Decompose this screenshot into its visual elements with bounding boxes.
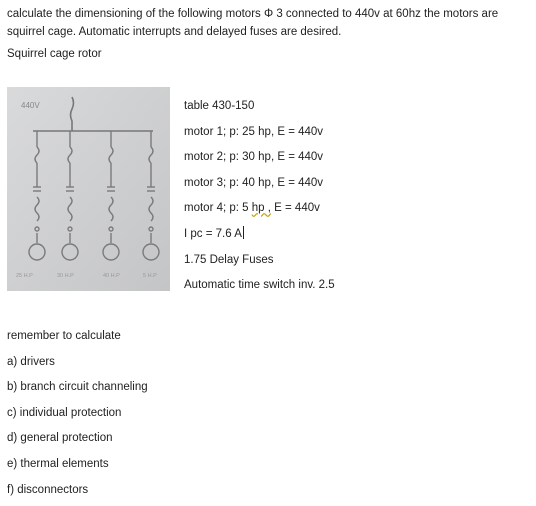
rotor-type-label: Squirrel cage rotor [7, 48, 102, 60]
motor-4-spec [184, 199, 335, 225]
problem-line-1: calculate the dimensioning of the following motors Φ 3 connected to 440v at 60hz the motors are [7, 8, 499, 20]
motor-4-label: 5 H.P [143, 273, 157, 279]
supply-voltage-label: 440V [21, 101, 40, 110]
motor-specs [184, 97, 335, 302]
motor-1-label: 25 H.P [16, 273, 33, 279]
motor-2-label: 30 H.P [57, 273, 74, 279]
ipc-value: I pc = 7.6 A [184, 227, 242, 240]
motor-4-hp: hp , [251, 202, 271, 215]
motor-4-prefix: motor 4; p: 5 [184, 202, 252, 215]
problem-statement [7, 5, 533, 41]
task-item: a) drivers [7, 355, 55, 368]
motor-3-label: 40 H.P [103, 273, 120, 279]
switch-spec: Automatic time switch inv. 2.5 [184, 279, 335, 292]
table-reference: table 430-150 [184, 100, 255, 112]
circuit-diagram-photo [7, 87, 170, 291]
motor-2-spec: motor 2; p: 30 hp, E = 440v [184, 151, 324, 164]
motor-1-spec: motor 1; p: 25 hp, E = 440v [184, 125, 324, 138]
task-heading: remember to calculate [7, 330, 121, 342]
ipc-line[interactable] [184, 225, 335, 251]
task-item: d) general protection [7, 432, 113, 445]
text-cursor [243, 226, 244, 239]
problem-line-2: squirrel cage. Automatic interrupts and delayed fuses are desired. [7, 26, 342, 38]
motor-3-spec: motor 3; p: 40 hp, E = 440v [184, 176, 324, 189]
task-item: e) thermal elements [7, 457, 109, 470]
task-list [7, 327, 148, 506]
task-item: b) branch circuit channeling [7, 381, 148, 394]
fuse-spec: 1.75 Delay Fuses [184, 253, 274, 266]
motor-4-suffix: E = 440v [270, 202, 320, 215]
task-item: f) disconnectors [7, 483, 89, 496]
task-item: c) individual protection [7, 406, 122, 419]
